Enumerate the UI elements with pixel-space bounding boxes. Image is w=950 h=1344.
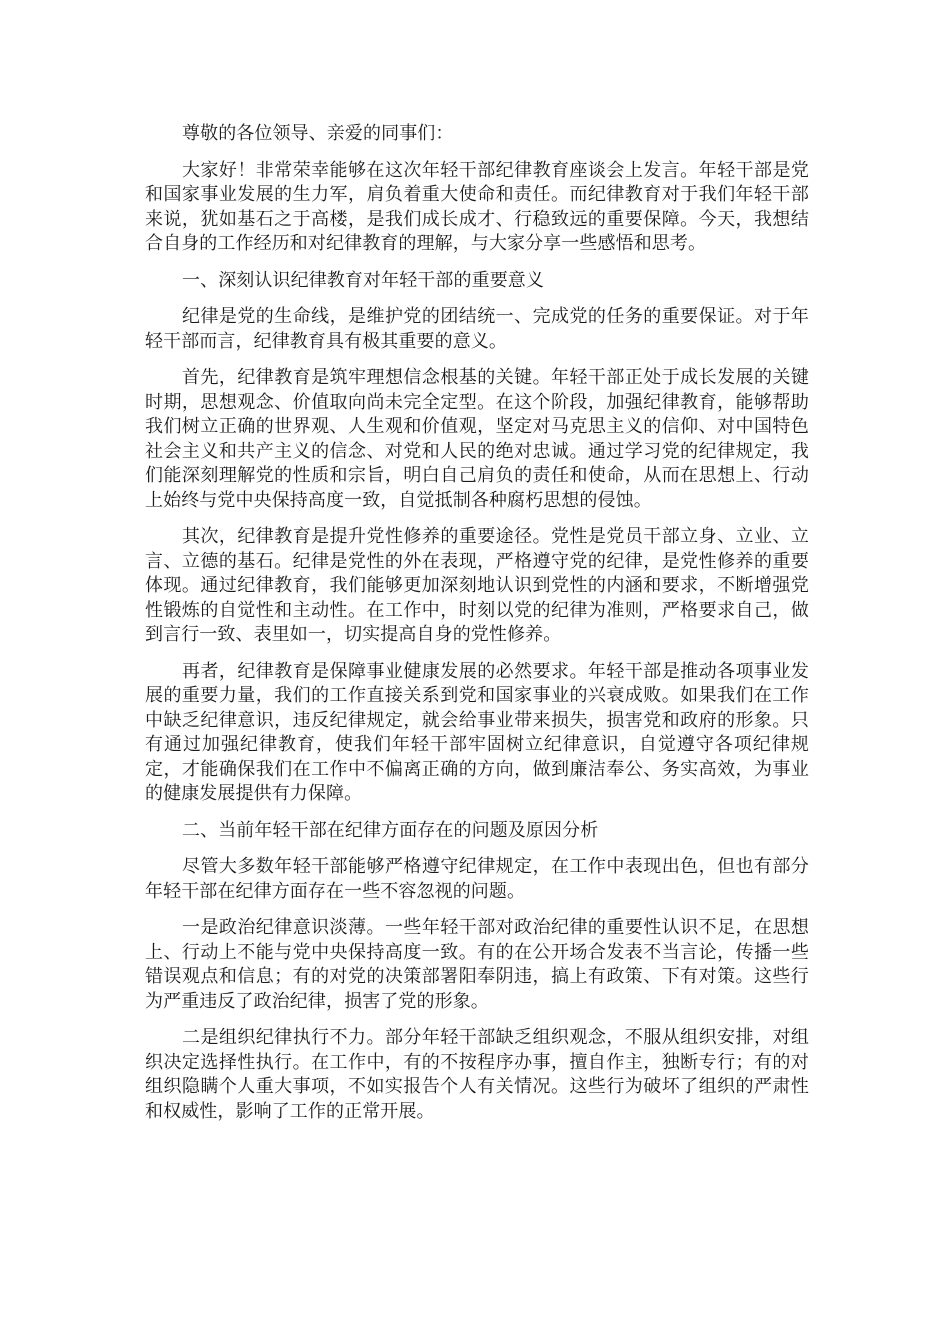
section-1-heading: 一、深刻认识纪律教育对年轻干部的重要意义	[182, 269, 544, 291]
section-2-paragraph-3: 二是组织纪律执行不力。部分年轻干部缺乏组织观念，不服从组织安排，对组织决定选择性执行。在工作中，有的不按程序办事，擅自作主，独断专行；有的对组织隐瞒个人重大事项，不如实报告个人有关情况。这些行为破坏了组织的严肃性和权威性，影响了工作的正常开展。	[145, 1027, 809, 1122]
section-2-paragraph-1: 尽管大多数年轻干部能够严格遵守纪律规定，在工作中表现出色，但也有部分年轻干部在纪律方面存在一些不容忽视的问题。	[145, 856, 809, 902]
section-1-paragraph-1: 纪律是党的生命线，是维护党的团结统一、完成党的任务的重要保证。对于年轻干部而言，纪律教育具有极其重要的意义。	[145, 306, 809, 352]
section-1-paragraph-3: 其次，纪律教育是提升党性修养的重要途径。党性是党员干部立身、立业、立言、立德的基石。纪律是党性的外在表现，严格遵守党的纪律，是党性修养的重要体现。通过纪律教育，我们能够更加深刻地认识到党性的内涵和要求，不断增强党性锻炼的自觉性和主动性。在工作中，时刻以党的纪律为准则，严格要求自己，做到言行一致、表里如一，切实提高自身的党性修养。	[145, 526, 809, 645]
section-1-paragraph-2: 首先，纪律教育是筑牢理想信念根基的关键。年轻干部正处于成长发展的关键时期，思想观念、价值取向尚未完全定型。在这个阶段，加强纪律教育，能够帮助我们树立正确的世界观、人生观和价值观，坚定对马克思主义的信仰、对中国特色社会主义和共产主义的信念、对党和人民的绝对忠诚。通过学习党的纪律规定，我们能深刻理解党的性质和宗旨，明白自己肩负的责任和使命，从而在思想上、行动上始终与党中央保持高度一致，自觉抵制各种腐朽思想的侵蚀。	[145, 367, 809, 511]
document-page	[145, 122, 809, 1136]
section-1-paragraph-4: 再者，纪律教育是保障事业健康发展的必然要求。年轻干部是推动各项事业发展的重要力量，我们的工作直接关系到党和国家事业的兴衰成败。如果我们在工作中缺乏纪律意识，违反纪律规定，就会给事业带来损失，损害党和政府的形象。只有通过加强纪律教育，使我们年轻干部牢固树立纪律意识，自觉遵守各项纪律规定，才能确保我们在工作中不偏离正确的方向，做到廉洁奉公、务实高效，为事业的健康发展提供有力保障。	[145, 660, 809, 804]
intro-paragraph: 大家好！非常荣幸能够在这次年轻干部纪律教育座谈会上发言。年轻干部是党和国家事业发展的生力军，肩负着重大使命和责任。而纪律教育对于我们年轻干部来说，犹如基石之于高楼，是我们成长成才、行稳致远的重要保障。今天，我想结合自身的工作经历和对纪律教育的理解，与大家分享一些感悟和思考。	[145, 159, 809, 254]
section-2-paragraph-2: 一是政治纪律意识淡薄。一些年轻干部对政治纪律的重要性认识不足，在思想上、行动上不能与党中央保持高度一致。有的在公开场合发表不当言论，传播一些错误观点和信息；有的对党的决策部署阳奉阴违，搞上有政策、下有对策。这些行为严重违反了政治纪律，损害了党的形象。	[145, 917, 809, 1012]
section-2-heading: 二、当前年轻干部在纪律方面存在的问题及原因分析	[182, 819, 599, 841]
greeting-line: 尊敬的各位领导、亲爱的同事们：	[182, 123, 454, 144]
